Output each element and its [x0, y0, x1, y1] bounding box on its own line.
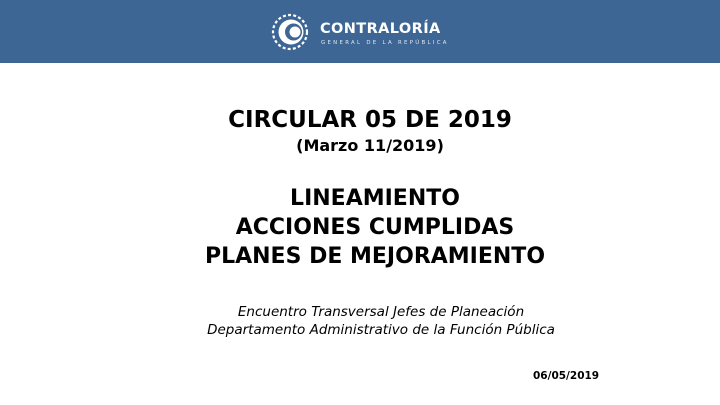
- event-line: Encuentro Transversal Jefes de Planeación: [237, 304, 525, 320]
- main-title: [15, 184, 720, 271]
- logo-name: CONTRALORÍA: [320, 21, 441, 37]
- main-title-line: LINEAMIENTO: [290, 186, 460, 211]
- main-title-line: ACCIONES CUMPLIDAS: [235, 215, 515, 240]
- event-line: Departamento Administrativo de la Función Pública: [207, 322, 555, 338]
- header-band: [0, 0, 720, 63]
- logo: [270, 12, 460, 52]
- contraloria-emblem-icon: [270, 12, 312, 52]
- main-title-line: PLANES DE MEJORAMIENTO: [204, 244, 546, 269]
- circular-date: (Marzo 11/2019): [296, 136, 444, 155]
- document-date: 06/05/2019: [533, 370, 600, 382]
- event-info: [21, 303, 720, 339]
- circular-title: CIRCULAR 05 DE 2019: [228, 107, 512, 133]
- logo-subtitle: GENERAL DE LA REPÚBLICA: [321, 40, 449, 46]
